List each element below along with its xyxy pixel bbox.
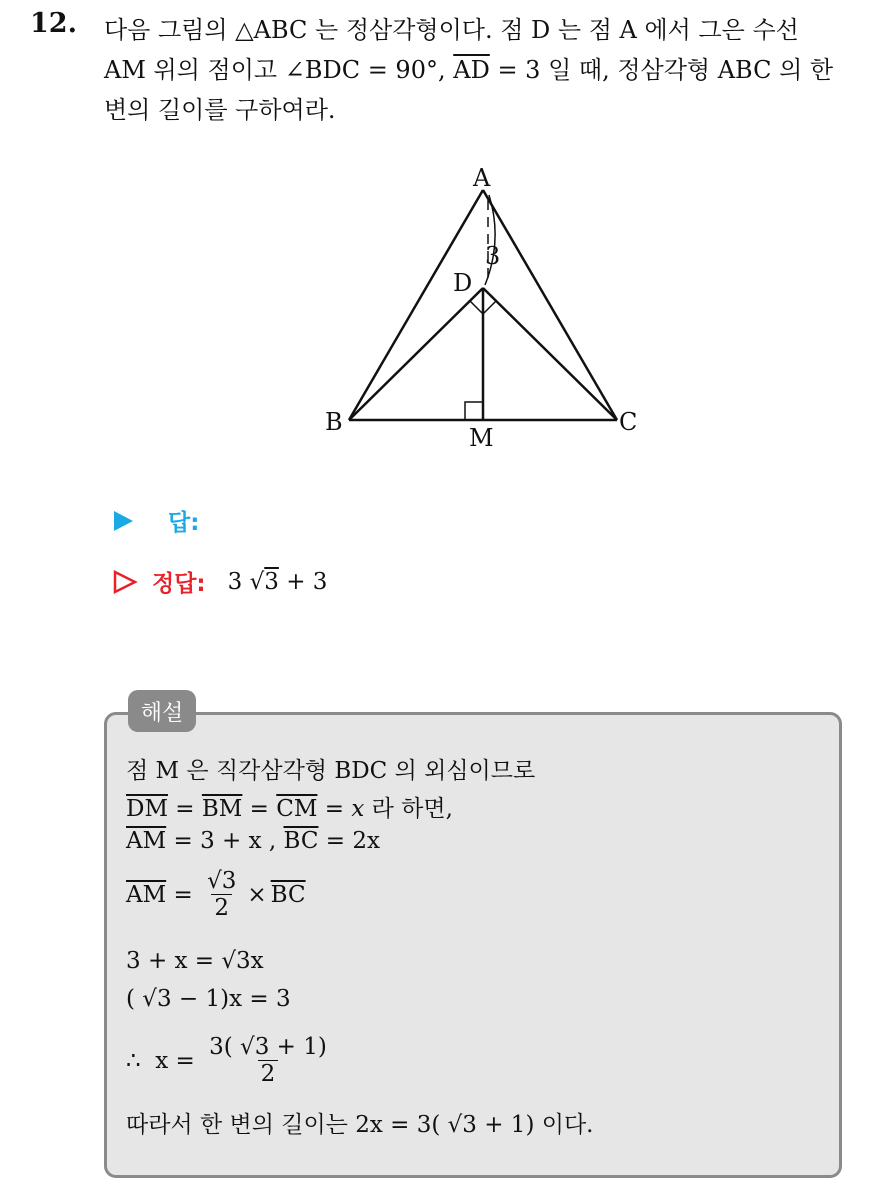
explanation-line-5: 3 + x = √3x (126, 948, 264, 974)
segment-bd (349, 288, 483, 420)
answer-label: 답: (168, 510, 200, 536)
triangle-figure (0, 0, 884, 480)
solution-value: 3 √3 + 3 (227, 568, 328, 595)
explanation-line-8: 따라서 한 변의 길이는 2x = 3( √3 + 1) 이다. (126, 1112, 594, 1138)
label-length-3: 3 (485, 242, 501, 270)
filled-triangle-icon (112, 509, 134, 533)
solution-label: 정답: (152, 571, 206, 597)
fraction-sqrt3-over-2: $\frac{√3}{2}$ (207, 868, 237, 921)
segment-ad: $\overline{AD}$ (453, 56, 490, 84)
side-ac (483, 190, 617, 420)
explanation-line-1: 점 M 은 직각삼각형 BDC 의 외심이므로 (126, 758, 536, 784)
segment-cd (483, 288, 617, 420)
question-line-3: 변의 길이를 구하여라. (104, 96, 336, 124)
question-number: 12. (30, 8, 77, 39)
label-m: M (469, 424, 494, 452)
answer-row (112, 504, 199, 537)
explanation-line-2: $\overline{DM} = \overline{BM} = \overline{CM} = x$ 라 하면, (126, 796, 453, 822)
question-line-1: 다음 그림의 △ABC 는 정삼각형이다. 점 D 는 점 A 에서 그은 수선 (104, 16, 799, 44)
label-c: C (619, 408, 638, 436)
label-a: A (473, 164, 491, 192)
side-ab (349, 190, 483, 420)
right-angle-mark-m (465, 402, 483, 420)
solution-row (112, 565, 327, 598)
outline-triangle-icon (112, 569, 138, 595)
label-d: D (453, 269, 473, 297)
fraction-result: $\frac{3( √3 + 1)}{2}$ (209, 1034, 327, 1087)
label-b: B (325, 408, 343, 436)
explanation-tag: 해설 (128, 690, 196, 732)
explanation-line-4: $\overline{AM}$ = $\frac{√3}{2}$ × $\overline{BC}$ (126, 868, 306, 921)
explanation-line-6: ( √3 − 1)x = 3 (126, 986, 291, 1012)
explanation-line-7: ∴ x = $\frac{3( √3 + 1)}{2}$ (126, 1034, 334, 1087)
explanation-line-3: $\overline{AM} = 3 + x$ , $\overline{BC} = 2x$ (126, 828, 380, 854)
question-line-2: AM 위의 점이고 ∠BDC = 90°, $\overline{AD} = 3$ 일 때, 정삼각형 ABC 의 한 (104, 56, 834, 84)
